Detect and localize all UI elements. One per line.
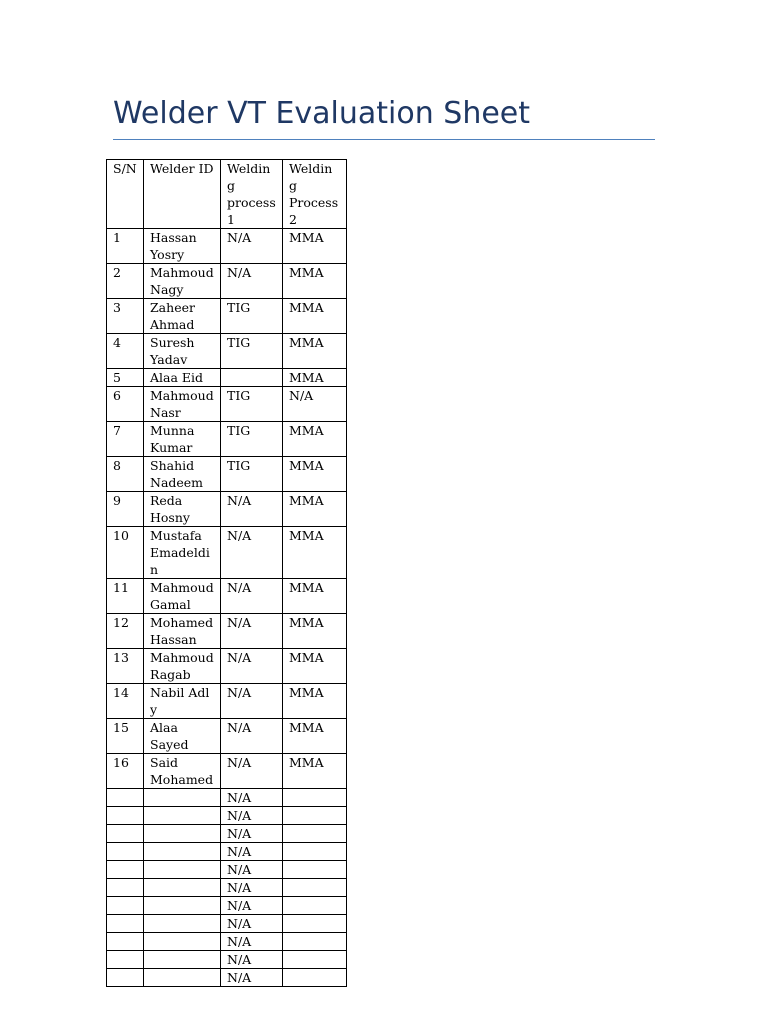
cell-welding-process-1 (221, 369, 283, 387)
cell-welding-process-2: MMA (283, 649, 347, 684)
cell-welding-process-1: N/A (221, 807, 283, 825)
cell-welding-process-2: MMA (283, 492, 347, 527)
table-row (107, 299, 347, 334)
page-title: Welder VT Evaluation Sheet (113, 96, 531, 131)
cell-welder-id (144, 969, 221, 987)
table-row (107, 754, 347, 789)
cell-welding-process-1: N/A (221, 527, 283, 579)
cell-welding-process-1: TIG (221, 299, 283, 334)
cell-welding-process-2: MMA (283, 527, 347, 579)
cell-welding-process-2 (283, 861, 347, 879)
cell-welding-process-2 (283, 825, 347, 843)
cell-sn: 8 (107, 457, 144, 492)
header-welding-process-2: Welding Process 2 (283, 160, 347, 229)
cell-sn (107, 879, 144, 897)
table-row (107, 614, 347, 649)
table-row (107, 264, 347, 299)
cell-sn: 2 (107, 264, 144, 299)
cell-sn (107, 915, 144, 933)
cell-sn (107, 933, 144, 951)
cell-welding-process-2 (283, 843, 347, 861)
table-row (107, 933, 347, 951)
cell-welder-id (144, 825, 221, 843)
cell-welder-id (144, 789, 221, 807)
cell-welding-process-2: N/A (283, 387, 347, 422)
welder-evaluation-table (106, 159, 347, 987)
cell-welding-process-2: MMA (283, 422, 347, 457)
cell-welder-id (144, 951, 221, 969)
cell-welder-id: Reda Hosny (144, 492, 221, 527)
header-welder-id: Welder ID (144, 160, 221, 229)
cell-welding-process-2: MMA (283, 719, 347, 754)
cell-welder-id: Said Mohamed (144, 754, 221, 789)
cell-welding-process-1: N/A (221, 861, 283, 879)
cell-welding-process-1: N/A (221, 229, 283, 264)
cell-welding-process-1: TIG (221, 334, 283, 369)
cell-welding-process-1: TIG (221, 422, 283, 457)
cell-welder-id: Alaa Eid (144, 369, 221, 387)
header-sn: S/N (107, 160, 144, 229)
cell-welding-process-2 (283, 879, 347, 897)
cell-sn: 5 (107, 369, 144, 387)
cell-sn: 16 (107, 754, 144, 789)
cell-welding-process-1: TIG (221, 387, 283, 422)
cell-welder-id (144, 843, 221, 861)
cell-welder-id: Munna Kumar (144, 422, 221, 457)
cell-sn (107, 789, 144, 807)
table-row (107, 825, 347, 843)
cell-welding-process-2: MMA (283, 229, 347, 264)
cell-welding-process-1: N/A (221, 951, 283, 969)
cell-welder-id: Nabil Adly (144, 684, 221, 719)
cell-welder-id: Mohamed Hassan (144, 614, 221, 649)
cell-sn (107, 969, 144, 987)
table-row (107, 492, 347, 527)
cell-welder-id (144, 933, 221, 951)
cell-sn: 6 (107, 387, 144, 422)
cell-welding-process-2: MMA (283, 614, 347, 649)
cell-welding-process-2: MMA (283, 457, 347, 492)
cell-sn: 4 (107, 334, 144, 369)
cell-welder-id: Mahmoud Nasr (144, 387, 221, 422)
cell-sn: 7 (107, 422, 144, 457)
cell-welding-process-1: N/A (221, 492, 283, 527)
cell-welding-process-1: N/A (221, 825, 283, 843)
cell-welding-process-2 (283, 789, 347, 807)
table-row (107, 579, 347, 614)
table-row (107, 897, 347, 915)
cell-sn (107, 843, 144, 861)
cell-welding-process-2: MMA (283, 299, 347, 334)
cell-welding-process-1: N/A (221, 614, 283, 649)
cell-sn (107, 825, 144, 843)
table-row (107, 527, 347, 579)
cell-welder-id: Mahmoud Gamal (144, 579, 221, 614)
cell-welding-process-2 (283, 951, 347, 969)
cell-welder-id: Mahmoud Nagy (144, 264, 221, 299)
table-row (107, 387, 347, 422)
cell-sn (107, 897, 144, 915)
table-row (107, 915, 347, 933)
cell-welding-process-1: N/A (221, 649, 283, 684)
table-row (107, 457, 347, 492)
cell-welder-id (144, 897, 221, 915)
cell-welding-process-2: MMA (283, 684, 347, 719)
table-row (107, 369, 347, 387)
table-row (107, 951, 347, 969)
cell-welding-process-2 (283, 933, 347, 951)
cell-sn: 13 (107, 649, 144, 684)
table-row (107, 649, 347, 684)
cell-sn (107, 861, 144, 879)
cell-welding-process-2 (283, 897, 347, 915)
table-row (107, 684, 347, 719)
cell-welding-process-1: N/A (221, 879, 283, 897)
table-row (107, 969, 347, 987)
cell-sn: 3 (107, 299, 144, 334)
cell-welding-process-1: TIG (221, 457, 283, 492)
cell-sn: 15 (107, 719, 144, 754)
cell-welder-id (144, 861, 221, 879)
cell-sn: 11 (107, 579, 144, 614)
table-header-row (107, 160, 347, 229)
cell-welding-process-2 (283, 807, 347, 825)
cell-welder-id: Shahid Nadeem (144, 457, 221, 492)
cell-sn: 9 (107, 492, 144, 527)
cell-welding-process-2: MMA (283, 334, 347, 369)
cell-welding-process-1: N/A (221, 684, 283, 719)
cell-welder-id: Hassan Yosry (144, 229, 221, 264)
cell-welding-process-2: MMA (283, 754, 347, 789)
cell-welding-process-1: N/A (221, 933, 283, 951)
cell-welder-id (144, 807, 221, 825)
cell-sn: 10 (107, 527, 144, 579)
cell-welding-process-2: MMA (283, 369, 347, 387)
table-row (107, 334, 347, 369)
cell-sn (107, 951, 144, 969)
cell-welding-process-1: N/A (221, 969, 283, 987)
cell-welding-process-1: N/A (221, 843, 283, 861)
cell-sn (107, 807, 144, 825)
cell-welding-process-1: N/A (221, 897, 283, 915)
table-row (107, 879, 347, 897)
cell-welder-id: Suresh Yadav (144, 334, 221, 369)
table-row (107, 843, 347, 861)
cell-welder-id: Mahmoud Ragab (144, 649, 221, 684)
table-row (107, 422, 347, 457)
cell-sn: 1 (107, 229, 144, 264)
title-underline (113, 139, 655, 140)
cell-welding-process-1: N/A (221, 719, 283, 754)
cell-welding-process-2: MMA (283, 264, 347, 299)
cell-welding-process-1: N/A (221, 579, 283, 614)
table-row (107, 719, 347, 754)
header-welding-process-1: Weldin g process 1 (221, 160, 283, 229)
table-row (107, 229, 347, 264)
table-row (107, 789, 347, 807)
cell-sn: 14 (107, 684, 144, 719)
cell-welder-id: Alaa Sayed (144, 719, 221, 754)
cell-welding-process-2 (283, 969, 347, 987)
cell-sn: 12 (107, 614, 144, 649)
cell-welding-process-1: N/A (221, 789, 283, 807)
table-row (107, 861, 347, 879)
cell-welding-process-2: MMA (283, 579, 347, 614)
cell-welder-id (144, 879, 221, 897)
cell-welder-id: Mustafa Emadeldin (144, 527, 221, 579)
cell-welder-id: Zaheer Ahmad (144, 299, 221, 334)
cell-welding-process-2 (283, 915, 347, 933)
table-row (107, 807, 347, 825)
cell-welding-process-1: N/A (221, 264, 283, 299)
cell-welding-process-1: N/A (221, 915, 283, 933)
cell-welding-process-1: N/A (221, 754, 283, 789)
cell-welder-id (144, 915, 221, 933)
